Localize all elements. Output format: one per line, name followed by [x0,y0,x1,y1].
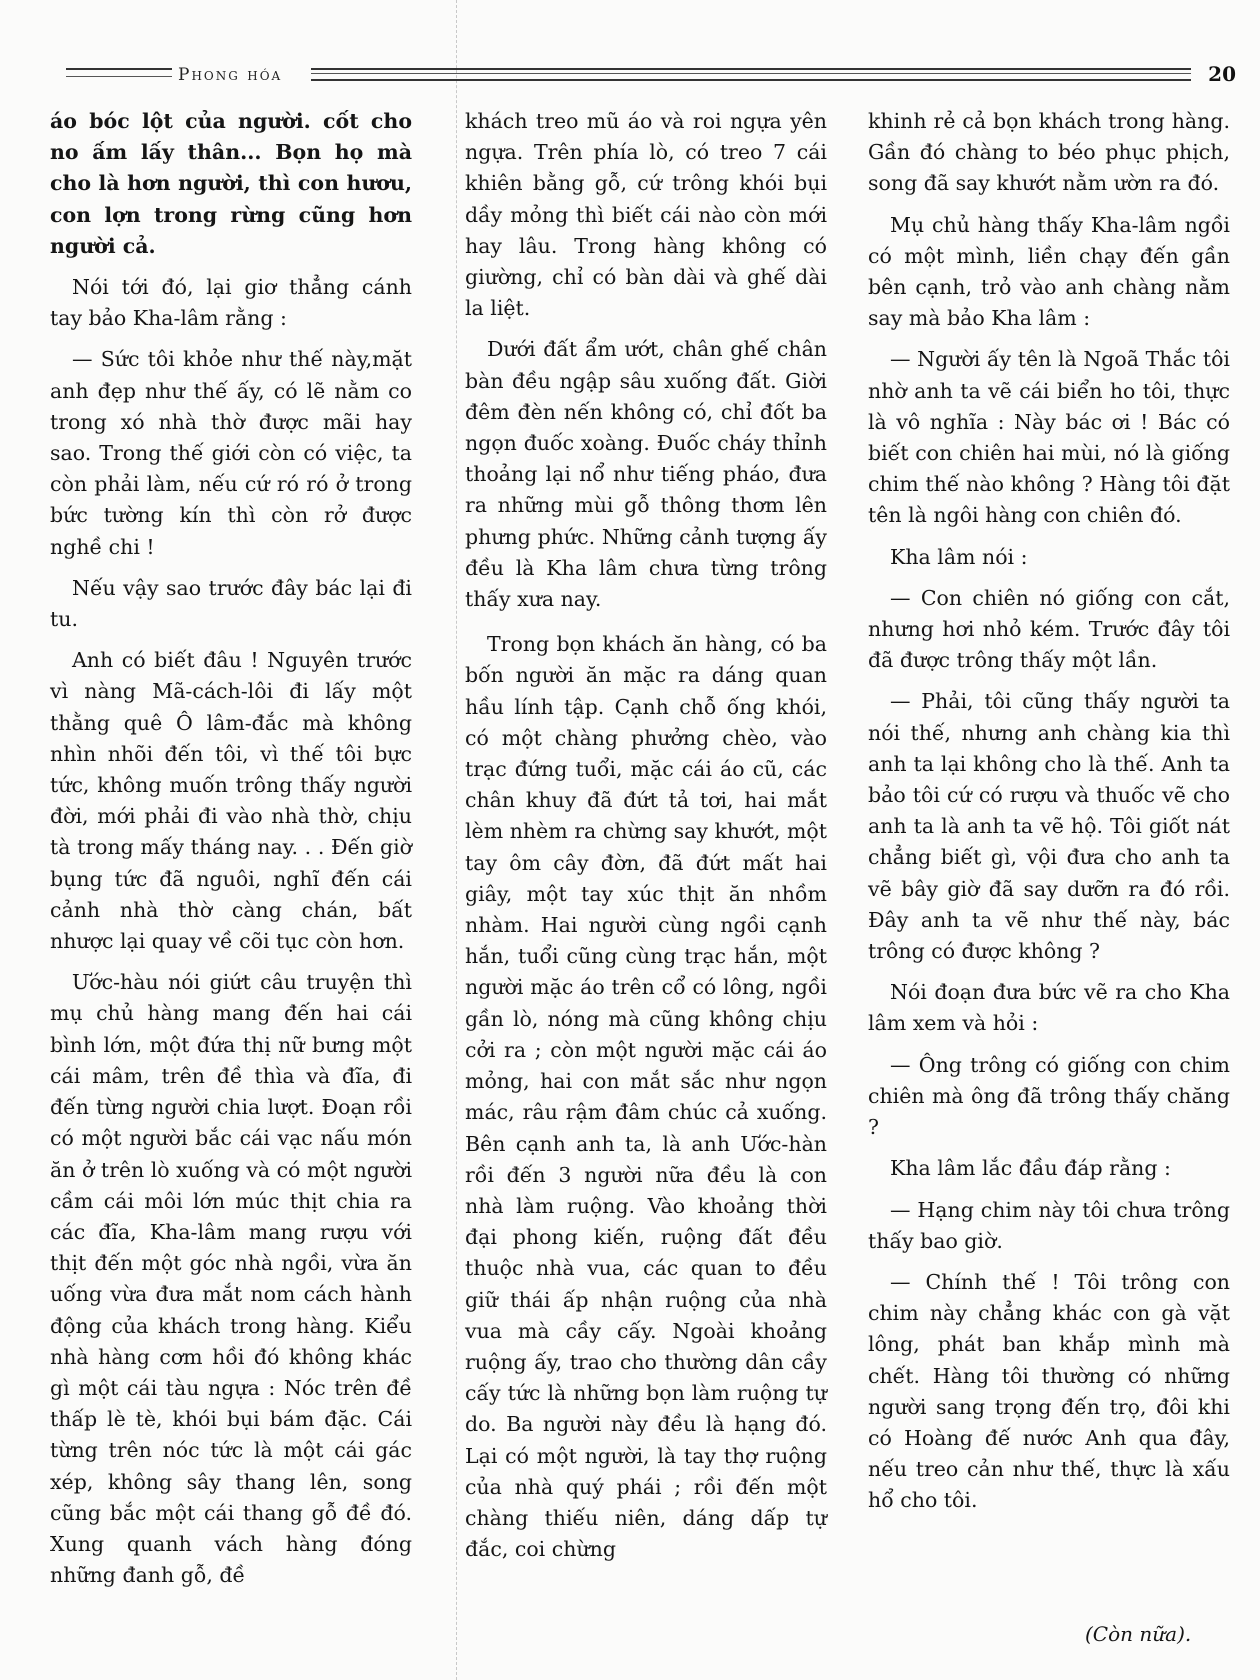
paragraph: Trong bọn khách ăn hàng, có ba bốn người ăn mặc ra dáng quan hầu lính tập. Cạnh chỗ ống khói, có một chàng phưởng chèo, vào trạc đứng tuổi, mặc cái áo cũ, các chân khuy đã đứt tả tơi, hai mắt lèm nhèm ra chừng say khướt, một tay ôm cây đờn, đã đứt mất hai giây, một tay xúc thịt ăn nhồm nhàm. Hai người cùng ngồi cạnh hắn, tuổi cũng cùng trạc hắn, một người mặc áo trên cổ có lông, ngồi gần lò, nóng mà cũng không chịu cởi ra ; còn một người mặc cái áo mỏng, hai con mắt sắc như ngọn mác, râu rậm đâm chúc cả xuống. Bên cạnh anh ta, là anh Ước-hàn rồi đến 3 người nữa đều là con nhà làm ruộng. Vào khoảng thời đại phong kiến, ruộng đất đều thuộc nhà vua, các quan to đều giữ thái ấp nhận ruộng của nhà vua mà cầy cấy. Ngoài khoảng ruộng ấy, trao cho thường dân cầy cấy tức là những bọn làm ruộng tự do. Ba người này đều là hạng đó. Lại có một người, là tay thợ ruộng của nhà quý phái ; rồi đến một chàng thiếu niên, dáng dấp tự đắc, coi chừng [465,632,827,1562]
paragraph: — Sức tôi khỏe như thế này,mặt anh đẹp như thế ấy, có lẽ nằm co trong xó nhà thờ được mãi hay sao. Trong thế giới còn có việc, ta còn phải làm, nếu cứ ró ró ở trong bức tường kín thì còn rở được nghề chi ! [50,347,412,559]
paragraph: — Con chiên nó giống con cắt, nhưng hơi nhỏ kém. Trước đây tôi đã được trông thấy một lần. [868,585,1230,673]
header-rule [311,79,1191,81]
page-header [66,60,1236,90]
paragraph: Mụ chủ hàng thấy Kha-lâm ngồi có một mình, liền chạy đến gần bên cạnh, trỏ vào anh chàng nằm say mà bảo Kha lâm : [868,212,1230,331]
paragraph: Nói đoạn đưa bức vẽ ra cho Kha lâm xem và hỏi : [868,980,1230,1036]
paragraph: Ước-hàu nói giứt câu truyện thì mụ chủ hàng mang đến hai cái bình lớn, một đứa thị nữ bưng một cái mâm, trên đề thìa và đĩa, đi đến từng người chia lượt. Đoạn rồi có một người bắc cái vạc nấu món ăn ở trên lò xuống và có một người cầm cái môi lớn múc thịt chia ra các đĩa, Kha-lâm mang rượu với thịt đến một góc nhà ngồi, vừa ăn uống vừa đưa mắt nom cách hành động của khách trong hàng. Kiểu nhà hàng cơm hồi đó không khác gì một cái tàu ngựa : Nóc trên đề thấp lè tè, khói bụi bám đặc. Cái từng trên nóc tức là một cái gác xép, không sây thang lên, song cũng bắc một cái thang gỗ đề đó. Xung quanh vách hàng đóng những đanh gỗ, đề [50,970,412,1588]
paragraph: — Chính thế ! Tôi trông con chim này chẳng khác con gà vặt lông, phát ban khắp mình mà chết. Hàng tôi thường có những người sang trọng đến trọ, đôi khi có Hoàng đế nước Anh qua đây, nếu treo cản như thế, thực là xấu hổ cho tôi. [868,1269,1230,1513]
text-column-1 [50,106,412,1601]
header-rule [66,76,172,77]
header-rule [66,68,172,70]
header-rule [311,68,1191,70]
paragraph: khách treo mũ áo và roi ngựa yên ngựa. Trên phía lò, có treo 7 cái khiên bằng gỗ, cứ trông khói bụi dầy mỏng thì biết cái nào còn mới hay lâu. Trong hàng không có giường, chỉ có bàn dài và ghế dài la liệt. [465,109,827,321]
paragraph: Kha lâm nói : [890,544,1028,569]
paragraph: Dưới đất ẩm ướt, chân ghế chân bàn đều ngập sâu xuống đất. Giời đêm đèn nến không có, chỉ đốt ba ngọn đuốc xoàng. Đuốc cháy thỉnh thoảng lại nổ như tiếng pháo, đưa ra những mùi gỗ thông thơm lên phưng phức. Những cảnh tượng ấy đều là Kha lâm chưa từng trông thấy xưa nay. [465,337,827,612]
paragraph: — Ông trông có giống con chim chiên mà ông đã trông thấy chăng ? [868,1052,1230,1140]
column-fold-line [456,0,458,1680]
to-be-continued: (Còn nữa). [1085,1622,1192,1646]
paragraph: Kha lâm lắc đầu đáp rằng : [890,1156,1171,1181]
paragraph: áo bóc lột của người. cốt cho no ấm lấy thân... Bọn họ mà cho là hơn người, thì con hươu, con lợn trong rừng cũng hơn người cả. [50,109,412,258]
text-column-2 [465,106,827,1575]
text-column-3 [868,106,1230,1527]
header-rule [311,73,1191,74]
paragraph: — Hạng chim này tôi chưa trông thấy bao giờ. [868,1197,1230,1253]
paragraph: Nói tới đó, lại giơ thẳng cánh tay bảo Kha-lâm rằng : [50,275,412,331]
paragraph: — Phải, tôi cũng thấy người ta nói thế, nhưng anh chàng kia thì anh ta lại không cho là thế. Anh ta bảo tôi cứ có rượu và thuốc vẽ cho anh ta là anh ta vẽ hộ. Tôi giốt nát chẳng biết gì, vội đưa cho anh ta vẽ bây giờ đã say dưỡn ra đó rồi. Đây anh ta vẽ như thế này, bác trông có được không ? [868,689,1230,964]
paragraph: khinh rẻ cả bọn khách trong hàng. Gần đó chàng to béo phục phịch, song đã say khướt nằm ườn ra đó. [868,109,1230,196]
page-number: 20 [1208,62,1236,86]
paragraph: Nếu vậy sao trước đây bác lại đi tu. [50,575,412,632]
publication-title: Phong hóa [178,65,283,85]
paragraph: — Người ấy tên là Ngoã Thắc tôi nhờ anh ta vẽ cái biển ho tôi, thực là vô nghĩa : Này bác ơi ! Bác có biết con chiên hai mùi, nó là giống chim thế nào không ? Hàng tôi đặt tên là ngôi hàng con chiên đó. [868,347,1230,528]
paragraph: Anh có biết đâu ! Nguyên trước vì nàng Mã-cách-lôi đi lấy một thằng quê Ô lâm-đắc mà không nhìn nhõi đến tôi, vì thế tôi bực tức, không muốn trông thấy người đời, mới phải đi vào nhà thờ, chịu tà trong mấy tháng nay. . . Đến giờ bụng tức đã nguôi, nghĩ đến cái cảnh nhà thờ càng chán, bất nhược lại quay về cõi tục còn hơn. [50,648,412,954]
